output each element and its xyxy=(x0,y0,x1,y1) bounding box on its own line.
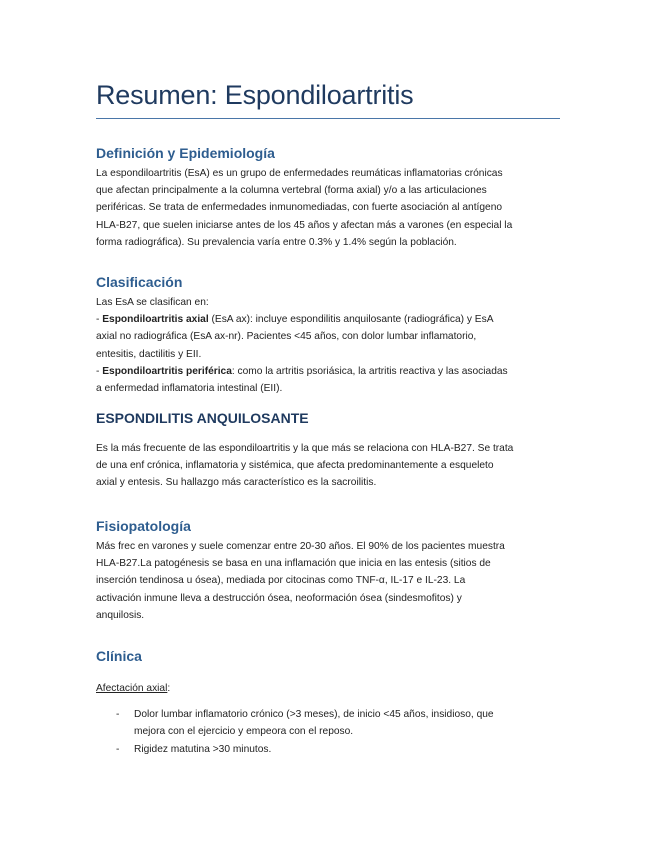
section-clasificacion xyxy=(96,273,560,397)
section-espondilitis xyxy=(96,409,560,492)
section-clinica xyxy=(96,647,560,758)
title-underline xyxy=(96,118,560,119)
paragraph-line: de una enf crónica, inflamatoria y sistémica, que afecta predominantemente a esqueleto xyxy=(96,460,494,472)
dash-bullet: - xyxy=(116,743,120,755)
subheading-afectacion-axial: Afectación axial: xyxy=(96,683,171,694)
clinica-list xyxy=(96,706,560,758)
paragraph-line: La espondiloartritis (EsA) es un grupo de enfermedades reumáticas inflamatorias crónicas xyxy=(96,168,503,179)
paragraph-line: Más frec en varones y suele comenzar entre 20-30 años. El 90% de los pacientes muestra xyxy=(96,541,505,552)
list-item-text: Rigidez matutina >30 minutos. xyxy=(134,743,272,755)
paragraph-line: activación inmune lleva a destrucción ósea, neoformación ósea (sindesmofitos) y xyxy=(96,592,462,604)
document-page xyxy=(96,78,560,755)
heading-clinica: Clínica xyxy=(96,648,142,664)
classification-periferica: - Espondiloartritis periférica: como la artritis psoriásica, la artritis reactiva y las asociadas xyxy=(96,365,508,377)
list-item-text: mejora con el ejercicio y empeora con el reposo. xyxy=(134,726,354,738)
paragraph-line: HLA-B27.La patogénesis se basa en una inflamación que inicia en las entesis (sitios de xyxy=(96,558,491,570)
heading-clasificacion: Clasificación xyxy=(96,274,183,290)
list-item-text: Dolor lumbar inflamatorio crónico (>3 meses), de inicio <45 años, insidioso, que xyxy=(134,709,494,721)
heading-fisiopatologia: Fisiopatología xyxy=(96,518,191,534)
paragraph-line: entesitis, dactilitis y EII. xyxy=(96,348,202,360)
heading-definicion: Definición y Epidemiología xyxy=(96,145,275,161)
paragraph-line: Las EsA se clasifican en: xyxy=(96,297,209,308)
paragraph-line: forma radiográfica). Su prevalencia varía entre 0.3% y 1.4% según la población. xyxy=(96,236,457,248)
document-title: Resumen: Espondiloartritis xyxy=(96,80,414,110)
paragraph-line: axial y entesis. Su hallazgo más característico es la sacroilitis. xyxy=(96,477,377,489)
section-definicion xyxy=(96,144,560,251)
heading-espondilitis: ESPONDILITIS ANQUILOSANTE xyxy=(96,410,309,426)
paragraph-line: Es la más frecuente de las espondiloartritis y la que más se relaciona con HLA-B27. Se trata xyxy=(96,443,514,454)
paragraph-line: periféricas. Se trata de enfermedades inmunomediadas, con fuerte asociación al antígeno xyxy=(96,202,503,214)
paragraph-line: que afectan principalmente a la columna vertebral (forma axial) y/o a las articulaciones xyxy=(96,185,487,197)
term-axial: Espondiloartritis axial xyxy=(102,314,209,326)
paragraph-line: a enfermedad inflamatoria intestinal (EII). xyxy=(96,383,283,395)
paragraph-line: inserción tendinosa u ósea), mediada por citocinas como TNF-α, IL-17 e IL-23. La xyxy=(96,575,466,587)
list-item xyxy=(96,741,560,758)
paragraph-line: anquilosis. xyxy=(96,609,145,621)
dash-bullet: - xyxy=(116,709,120,721)
section-fisiopatologia xyxy=(96,517,560,624)
list-item xyxy=(96,706,560,740)
term-periferica: Espondiloartritis periférica xyxy=(102,365,232,377)
paragraph-line: axial no radiográfica (EsA ax-nr). Pacientes <45 años, con dolor lumbar inflamatorio, xyxy=(96,331,477,343)
paragraph-line: HLA-B27, que suelen iniciarse antes de los 45 años y afectan más a varones (en especial la xyxy=(96,219,513,231)
classification-axial: - Espondiloartritis axial (EsA ax): incluye espondilitis anquilosante (radiográfica) y EsA xyxy=(96,314,494,326)
